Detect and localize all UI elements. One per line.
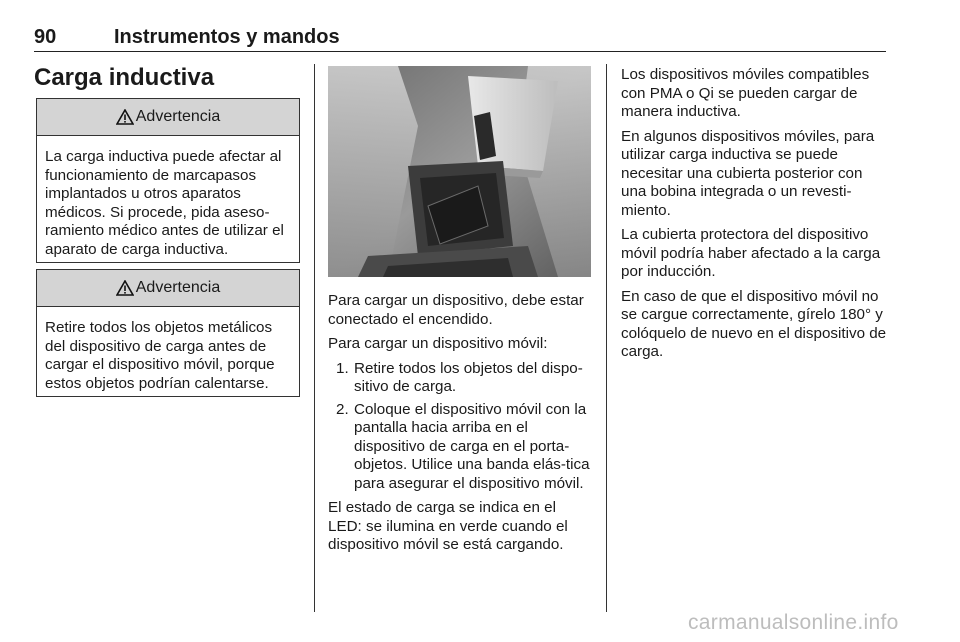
column-middle-text	[328, 292, 590, 561]
warning-heading	[37, 99, 299, 136]
step-text: Retire todos los objetos del dispo-sitivo de carga.	[354, 359, 583, 395]
paragraph: En algunos dispositivos móviles, para utilizar carga inductiva se puede necesitar una cubierta posterior con una bobina integrada o un revesti-miento.	[621, 127, 875, 219]
paragraph: En caso de que el dispositivo móvil no se cargue correctamente, gírelo 180° y colóquelo de nuevo en el dispositivo de carga.	[621, 287, 887, 360]
step-text: Coloque el dispositivo móvil con la pantalla hacia arriba en el dispositivo de carga en el porta-objetos. Utilice una banda elás-tica para asegurar el dispositivo móvil.	[354, 400, 590, 492]
paragraph: Para cargar un dispositivo móvil:	[328, 335, 548, 352]
step-number: 2.	[336, 400, 349, 418]
column-divider-right	[606, 64, 607, 612]
chapter-title: Instrumentos y mandos	[114, 26, 340, 48]
warning-box-2	[36, 269, 300, 397]
header-divider	[34, 51, 886, 52]
paragraph: Los dispositivos móviles compatibles con PMA o Qi se pueden cargar de manera inductiva.	[621, 66, 870, 120]
warning-label: Advertencia	[135, 108, 221, 125]
page-header	[34, 26, 886, 52]
warning-heading	[37, 270, 299, 307]
list-item	[328, 401, 590, 494]
inductive-charging-tray-photo	[328, 66, 591, 277]
steps-list	[328, 360, 590, 494]
warning-box-1	[36, 98, 300, 263]
paragraph: La cubierta protectora del dispositivo móvil podría haber afectado a la carga por inducción.	[621, 226, 881, 280]
list-item	[328, 360, 590, 397]
warning-text: La carga inductiva puede afectar al funcionamiento de marcapasos implantados u otros aparatos médicos. Si procede, pida aseso-ramiento médico antes de utilizar el aparato de carga inductiva.	[45, 148, 284, 258]
step-number: 1.	[336, 359, 349, 377]
warning-text: Retire todos los objetos metálicos del dispositivo de carga antes de cargar el dispositivo móvil, porque estos objetos podrían calentarse.	[45, 319, 275, 392]
section-title: Carga inductiva	[34, 64, 215, 91]
paragraph: El estado de carga se indica en el LED: se ilumina en verde cuando el dispositivo móvil se está cargando.	[328, 499, 568, 553]
warning-label: Advertencia	[135, 279, 221, 296]
warning-triangle-icon	[116, 109, 134, 125]
watermark: carmanualsonline.info	[688, 611, 899, 634]
page-number: 90	[34, 26, 57, 48]
column-divider-left	[314, 64, 315, 612]
warning-triangle-icon	[116, 280, 134, 296]
paragraph: Para cargar un dispositivo, debe estar conectado el encendido.	[328, 292, 584, 328]
column-right-text	[621, 66, 887, 368]
